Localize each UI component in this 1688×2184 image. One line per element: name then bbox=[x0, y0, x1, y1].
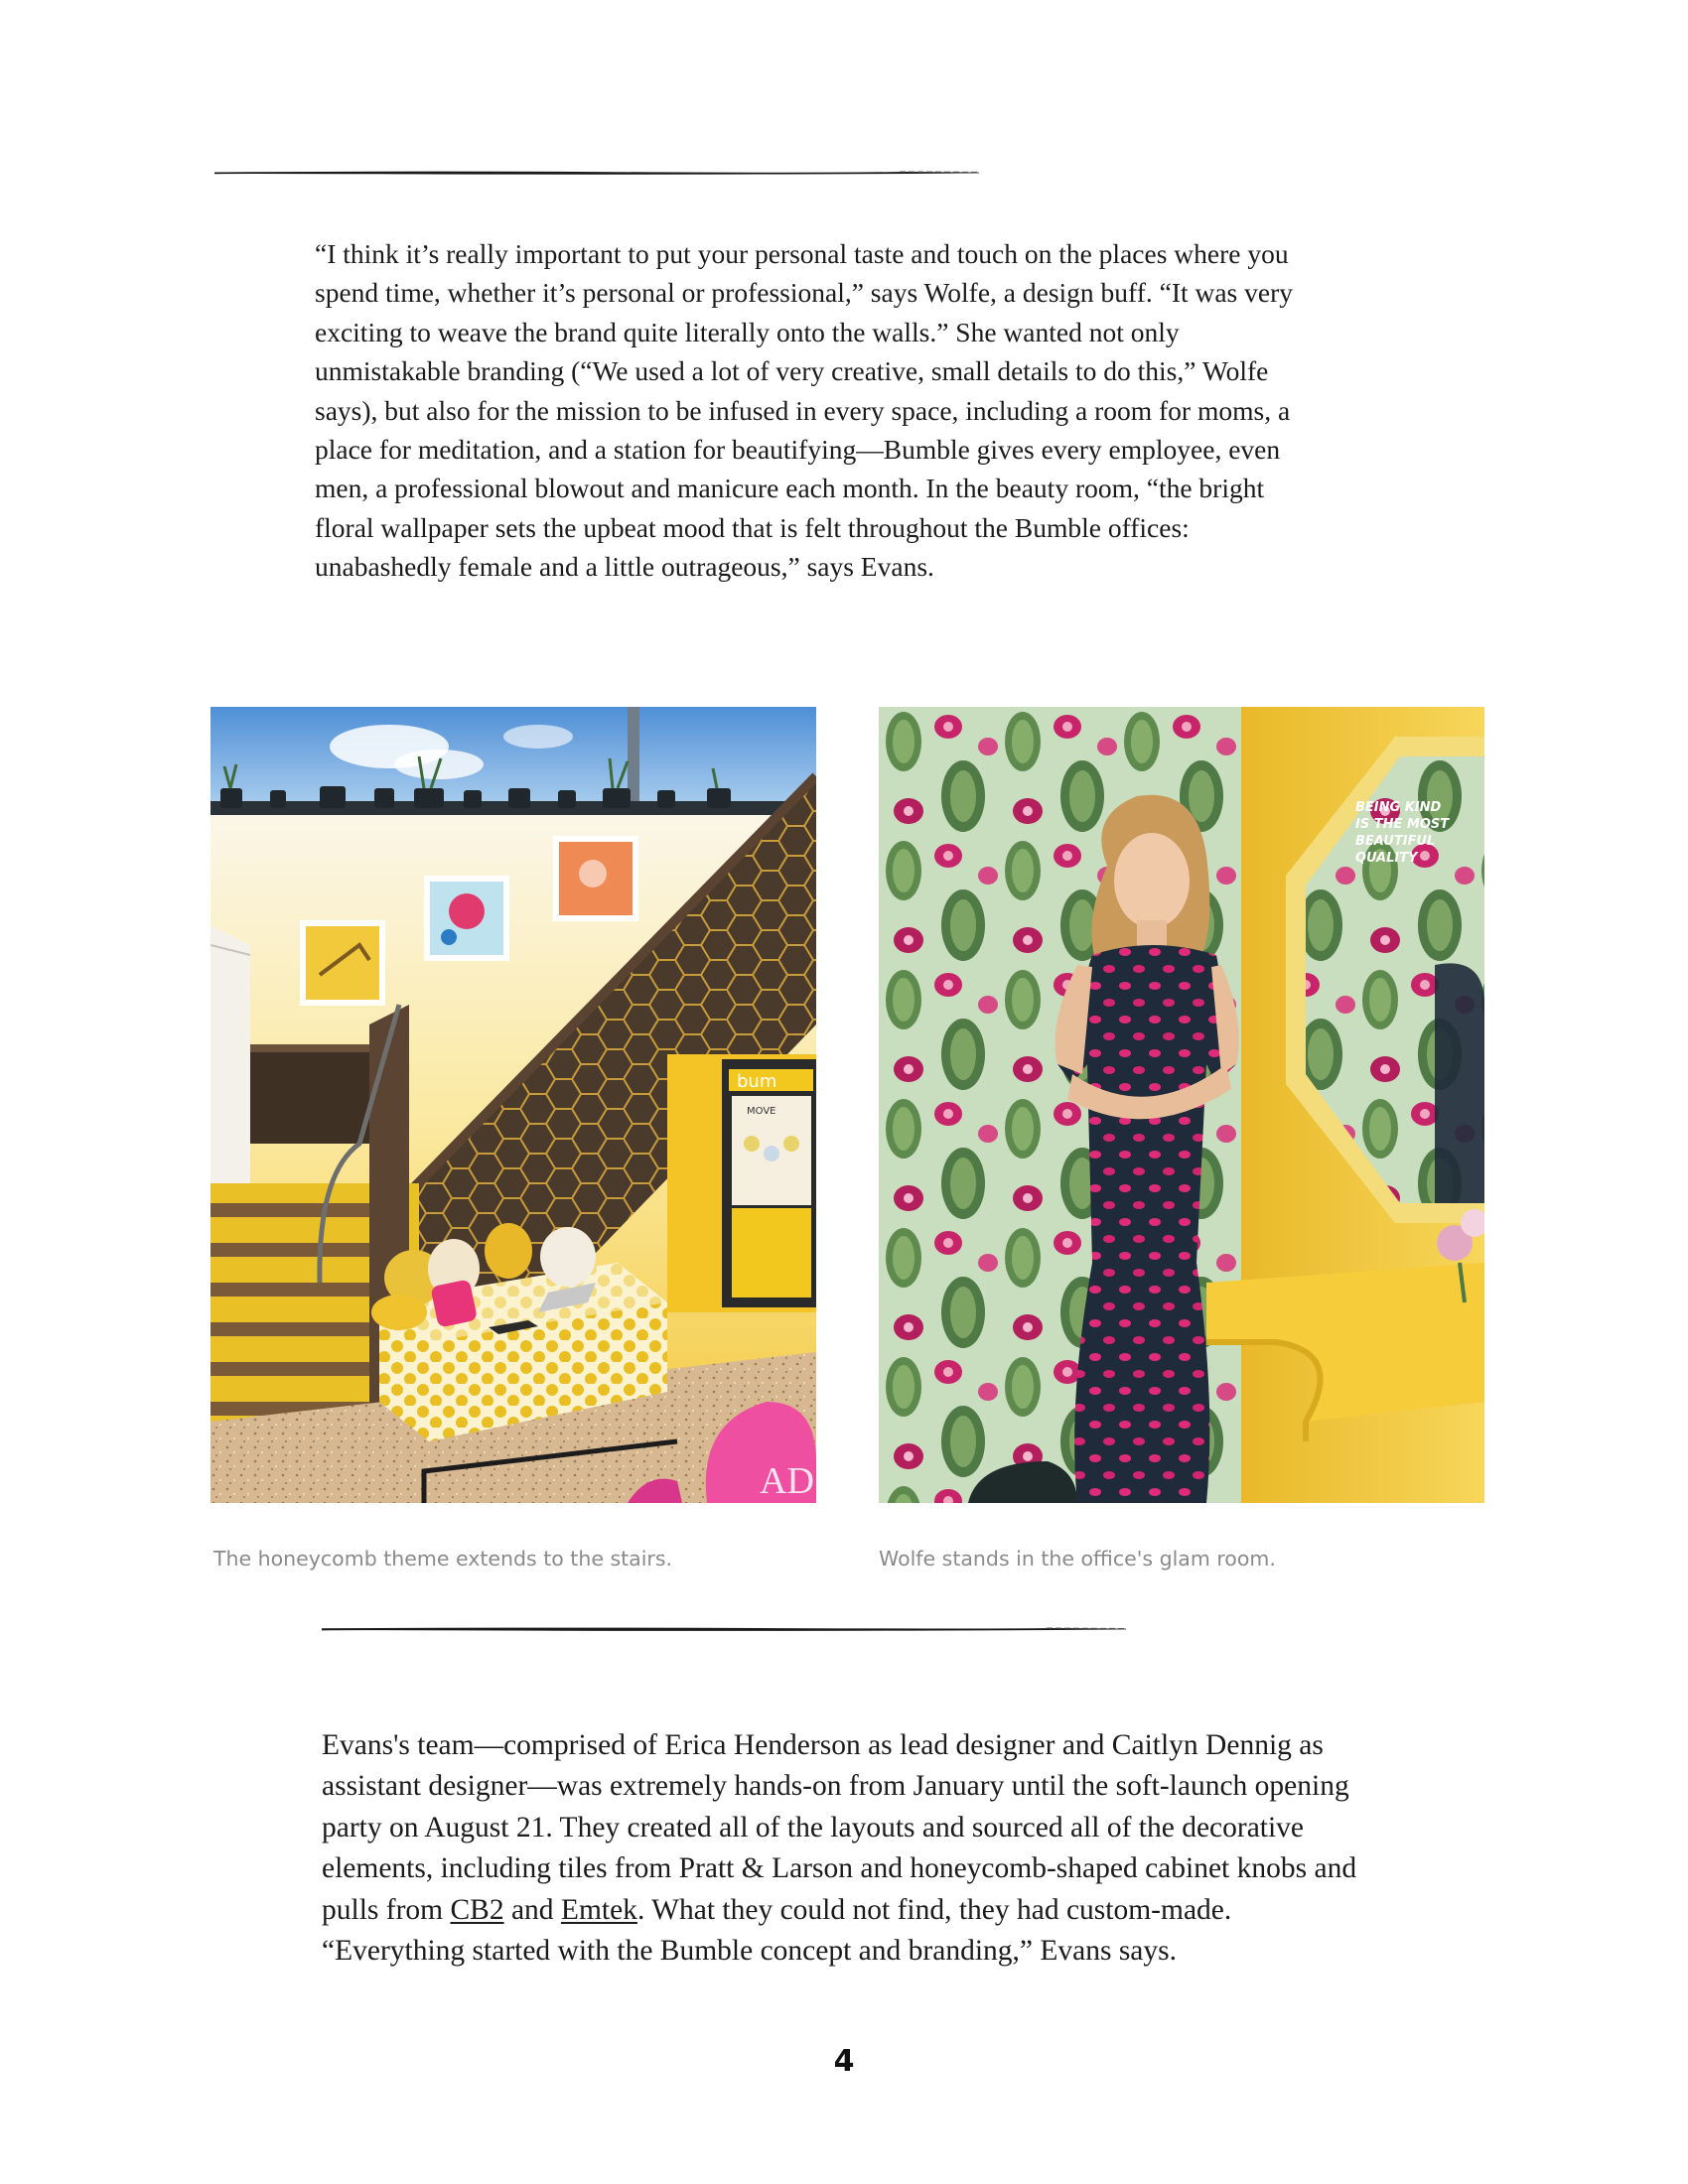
photo-glam-room bbox=[879, 707, 1484, 1503]
mirror-text-line-1: BEING KIND bbox=[1355, 800, 1442, 815]
machine-label-text: MOVE bbox=[747, 1106, 776, 1117]
article-paragraph-1: “I think it’s really important to put your personal taste and touch on the places where you spend time, whether it’s personal or professional,” says Wolfe, a design buff. “It was very exciting to weave the brand quite literally onto the walls.” She wanted not only unmistakable branding (“We used a lot of very creative, small details to do this,” Wolfe says), but also for the mission to be infused in every space, including a room for moms, a place for meditation, and a station for beautifying—Bumble gives every employee, even men, a professional blowout and manicure each month. In the beauty room, “the bright floral wallpaper sets the upbeat mood that is felt throughout the Bumble offices: unabashedly female and a little outrageous,” says Evans. bbox=[315, 238, 1293, 583]
machine-sign-text: bum bbox=[737, 1071, 777, 1092]
photo-honeycomb-stairs bbox=[211, 707, 816, 1503]
caption-stairs: The honeycomb theme extends to the stairs. bbox=[213, 1547, 673, 1570]
divider-top bbox=[214, 169, 979, 175]
mirror-text-line-4: QUALITY bbox=[1355, 851, 1418, 866]
paragraph-2-text-2: and bbox=[503, 1893, 561, 1926]
paragraph-2-text-3: . What they could not find, they had custom-made. “Everything started with the Bumble concept and branding,” Evans says. bbox=[322, 1893, 1232, 1968]
cb2-link[interactable]: CB2 bbox=[450, 1893, 504, 1926]
article-paragraph-2 bbox=[322, 1725, 1364, 1972]
divider-middle bbox=[322, 1625, 1126, 1631]
caption-glam-room: Wolfe stands in the office's glam room. bbox=[879, 1547, 1276, 1570]
mirror-text-line-3: BEAUTIFUL bbox=[1355, 834, 1436, 849]
page-number: 4 bbox=[833, 2044, 855, 2079]
paragraph-2-text-1: Evans's team—comprised of Erica Henderson as lead designer and Caitlyn Dennig as assistant designer—was extremely hands-on from January until the soft-launch opening party on August 21. They created all of the layouts and sourced all of the decorative elements, including tiles from Pratt & Larson and honeycomb-shaped cabinet knobs and pulls from bbox=[322, 1729, 1357, 1926]
ad-watermark: AD bbox=[760, 1460, 814, 1502]
mirror-text-line-2: IS THE MOST bbox=[1355, 817, 1450, 832]
emtek-link[interactable]: Emtek bbox=[560, 1893, 637, 1926]
